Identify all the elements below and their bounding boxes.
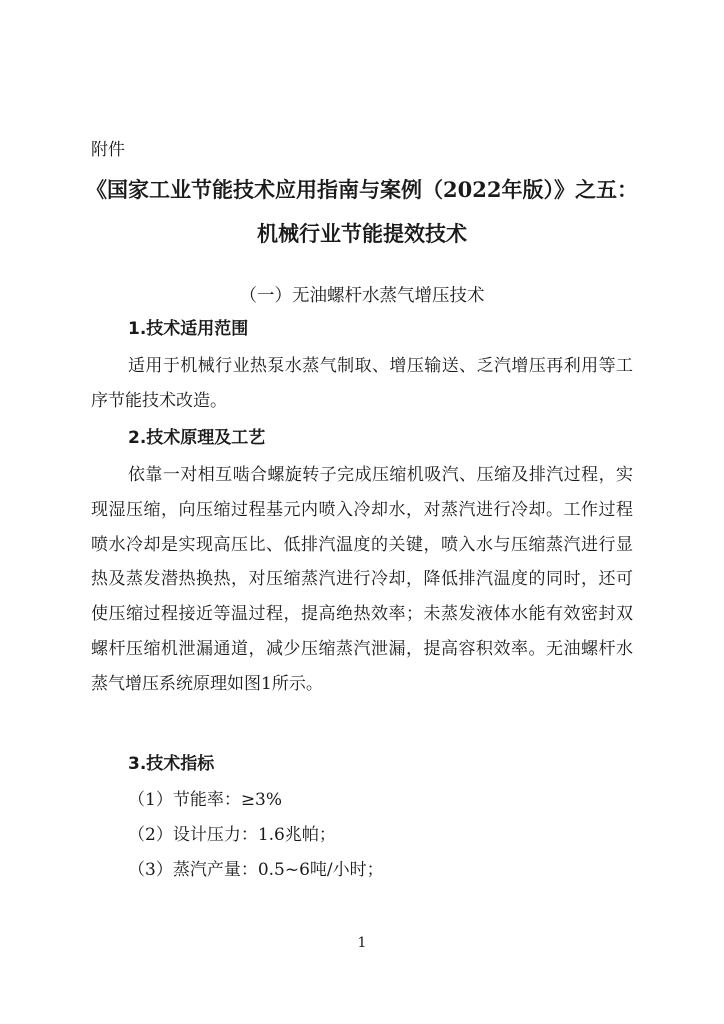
section-body-scope: 适用于机械行业热泵水蒸气制取、增压输送、乏汽增压再利用等工序节能技术改造。: [91, 356, 633, 411]
section-heading-principle: 2.技术原理及工艺: [128, 428, 266, 448]
attachment-label: 附件: [91, 140, 125, 160]
indicator-item-design-pressure: （2）设计压力：1.6兆帕；: [128, 825, 336, 845]
section-heading-indicators: 3.技术指标: [128, 754, 215, 774]
page-number: 1: [357, 935, 367, 951]
indicator-item-energy-saving: （1）节能率：≥3%: [128, 790, 283, 810]
document-title-line-1: 《国家工业节能技术应用指南与案例（2022年版）》之五：: [86, 177, 638, 202]
section-title: （一）无油螺杆水蒸气增压技术: [239, 286, 485, 306]
indicator-item-steam-output: （3）蒸汽产量：0.5~6吨/小时；: [128, 860, 384, 880]
section-heading-scope: 1.技术适用范围: [128, 319, 249, 339]
section-body-principle: 依靠一对相互啮合螺旋转子完成压缩机吸汽、压缩及排汽过程，实现湿压缩，向压缩过程基元内喷入冷却水，对蒸汽进行冷却。工作过程喷水冷却是实现高压比、低排汽温度的关键，喷入水与压缩蒸汽进行显热及蒸发潜热换热，对压缩蒸汽进行冷却，降低排汽温度的同时，还可使压缩过程接近等温过程，提高绝热效率；未蒸发液体水能有效密封双螺杆压缩机泄漏通道，减少压缩蒸汽泄漏，提高容积效率。无油螺杆水蒸气增压系统原理如图1所示。: [91, 465, 633, 694]
document-title-line-2: 机械行业节能提效技术: [257, 221, 467, 246]
